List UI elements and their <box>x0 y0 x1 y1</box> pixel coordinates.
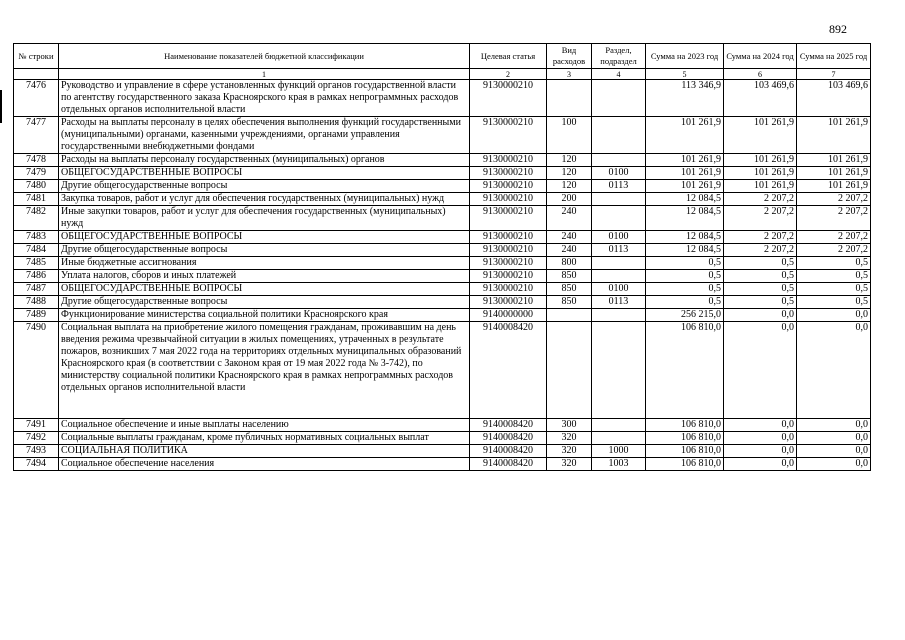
row-name: Расходы на выплаты персоналу государственных (муниципальных) органов <box>59 154 470 167</box>
row-sum-2025: 0,0 <box>797 432 871 445</box>
column-number: 4 <box>592 69 646 80</box>
row-sum-2024: 0,5 <box>724 296 797 309</box>
row-sum-2025: 0,5 <box>797 296 871 309</box>
row-sum-2023: 101 261,9 <box>646 154 724 167</box>
row-target: 9130000210 <box>470 117 547 154</box>
row-section: 0113 <box>592 296 646 309</box>
row-sum-2023: 12 084,5 <box>646 244 724 257</box>
row-section <box>592 419 646 432</box>
row-sum-2024: 0,0 <box>724 309 797 322</box>
row-target: 9130000210 <box>470 154 547 167</box>
table-row <box>14 231 871 244</box>
row-name: ОБЩЕГОСУДАРСТВЕННЫЕ ВОПРОСЫ <box>59 167 470 180</box>
row-expense-type: 850 <box>547 283 592 296</box>
row-number: 7480 <box>14 180 59 193</box>
row-name: Социальные выплаты гражданам, кроме публичных нормативных социальных выплат <box>59 432 470 445</box>
row-section: 0100 <box>592 167 646 180</box>
row-sum-2025: 2 207,2 <box>797 244 871 257</box>
row-section: 0113 <box>592 244 646 257</box>
row-sum-2023: 12 084,5 <box>646 206 724 231</box>
table-row <box>14 432 871 445</box>
row-sum-2024: 101 261,9 <box>724 117 797 154</box>
table-header <box>14 44 871 80</box>
row-target: 9140008420 <box>470 458 547 471</box>
row-sum-2023: 12 084,5 <box>646 231 724 244</box>
row-expense-type: 850 <box>547 296 592 309</box>
row-sum-2023: 0,5 <box>646 296 724 309</box>
column-number: 1 <box>59 69 470 80</box>
row-sum-2024: 0,0 <box>724 445 797 458</box>
row-section <box>592 322 646 419</box>
row-sum-2024: 2 207,2 <box>724 193 797 206</box>
row-name: Другие общегосударственные вопросы <box>59 180 470 193</box>
row-target: 9130000210 <box>470 206 547 231</box>
row-sum-2023: 113 346,9 <box>646 80 724 117</box>
row-target: 9140008420 <box>470 322 547 419</box>
row-name: ОБЩЕГОСУДАРСТВЕННЫЕ ВОПРОСЫ <box>59 231 470 244</box>
row-name: Социальная выплата на приобретение жилого помещения гражданам, проживавшим на день введения режима чрезвычайной ситуации в жилых помещениях, утраченных в результате пожаров, возникших 7 мая 2022 года на территориях отдельных муниципальных образований Красноярского края (в соответствии с Законом края от 19 мая 2022 года № 3-742), по министерству социальной политики Красноярского края в рамках непрограммных расходов отдельных органов исполнительной власти <box>59 322 470 419</box>
row-sum-2023: 12 084,5 <box>646 193 724 206</box>
row-name: СОЦИАЛЬНАЯ ПОЛИТИКА <box>59 445 470 458</box>
table-row <box>14 283 871 296</box>
row-sum-2023: 101 261,9 <box>646 180 724 193</box>
row-section <box>592 270 646 283</box>
budget-table <box>13 43 871 471</box>
row-expense-type: 240 <box>547 206 592 231</box>
table-row <box>14 206 871 231</box>
row-section: 1003 <box>592 458 646 471</box>
header-section: Раздел, подраздел <box>592 44 646 69</box>
row-sum-2025: 0,0 <box>797 458 871 471</box>
row-name: Закупка товаров, работ и услуг для обеспечения государственных (муниципальных) нужд <box>59 193 470 206</box>
row-expense-type <box>547 322 592 419</box>
table-row <box>14 257 871 270</box>
row-sum-2023: 106 810,0 <box>646 458 724 471</box>
table-row <box>14 296 871 309</box>
table-row <box>14 322 871 419</box>
row-number: 7479 <box>14 167 59 180</box>
row-expense-type: 320 <box>547 458 592 471</box>
row-sum-2023: 106 810,0 <box>646 322 724 419</box>
row-sum-2025: 103 469,6 <box>797 80 871 117</box>
row-number: 7481 <box>14 193 59 206</box>
row-number: 7484 <box>14 244 59 257</box>
row-expense-type: 120 <box>547 154 592 167</box>
row-sum-2023: 106 810,0 <box>646 432 724 445</box>
row-section: 0100 <box>592 231 646 244</box>
row-number: 7486 <box>14 270 59 283</box>
row-sum-2025: 101 261,9 <box>797 117 871 154</box>
row-expense-type: 240 <box>547 231 592 244</box>
row-number: 7493 <box>14 445 59 458</box>
row-name: Функционирование министерства социальной политики Красноярского края <box>59 309 470 322</box>
row-section <box>592 206 646 231</box>
row-target: 9140008420 <box>470 419 547 432</box>
column-number: 3 <box>547 69 592 80</box>
column-number: 5 <box>646 69 724 80</box>
row-name: ОБЩЕГОСУДАРСТВЕННЫЕ ВОПРОСЫ <box>59 283 470 296</box>
row-sum-2024: 0,5 <box>724 283 797 296</box>
header-target: Целевая статья <box>470 44 547 69</box>
table-row <box>14 154 871 167</box>
row-sum-2024: 101 261,9 <box>724 167 797 180</box>
row-sum-2024: 0,0 <box>724 458 797 471</box>
row-number: 7489 <box>14 309 59 322</box>
row-target: 9130000210 <box>470 180 547 193</box>
row-sum-2025: 0,0 <box>797 419 871 432</box>
table-row <box>14 270 871 283</box>
row-sum-2025: 101 261,9 <box>797 167 871 180</box>
row-target: 9130000210 <box>470 270 547 283</box>
table-row <box>14 309 871 322</box>
row-sum-2025: 0,5 <box>797 270 871 283</box>
row-section: 0113 <box>592 180 646 193</box>
column-number-row <box>14 69 871 80</box>
table-row <box>14 117 871 154</box>
row-sum-2024: 2 207,2 <box>724 231 797 244</box>
row-expense-type: 200 <box>547 193 592 206</box>
row-number: 7491 <box>14 419 59 432</box>
header-expense-type: Вид расходов <box>547 44 592 69</box>
row-name: Другие общегосударственные вопросы <box>59 296 470 309</box>
row-sum-2025: 2 207,2 <box>797 231 871 244</box>
row-name: Социальное обеспечение населения <box>59 458 470 471</box>
row-target: 9140008420 <box>470 445 547 458</box>
row-sum-2025: 0,5 <box>797 257 871 270</box>
row-name: Расходы на выплаты персоналу в целях обеспечения выполнения функций государственными (муниципальными) органами, казенными учреждениями, органами управления государственными внебюджетными фондами <box>59 117 470 154</box>
header-sum-2024: Сумма на 2024 год <box>724 44 797 69</box>
row-sum-2023: 101 261,9 <box>646 117 724 154</box>
row-sum-2024: 101 261,9 <box>724 154 797 167</box>
row-expense-type: 320 <box>547 445 592 458</box>
row-number: 7483 <box>14 231 59 244</box>
row-number: 7490 <box>14 322 59 419</box>
row-name: Иные бюджетные ассигнования <box>59 257 470 270</box>
row-sum-2024: 0,0 <box>724 322 797 419</box>
row-name: Иные закупки товаров, работ и услуг для обеспечения государственных (муниципальных) нужд <box>59 206 470 231</box>
row-sum-2025: 0,0 <box>797 445 871 458</box>
column-number: 6 <box>724 69 797 80</box>
row-expense-type <box>547 80 592 117</box>
row-expense-type: 800 <box>547 257 592 270</box>
row-sum-2023: 106 810,0 <box>646 445 724 458</box>
row-sum-2024: 0,0 <box>724 432 797 445</box>
row-sum-2025: 2 207,2 <box>797 206 871 231</box>
row-sum-2025: 0,0 <box>797 309 871 322</box>
table-row <box>14 167 871 180</box>
row-number: 7478 <box>14 154 59 167</box>
header-sum-2023: Сумма на 2023 год <box>646 44 724 69</box>
header-sum-2025: Сумма на 2025 год <box>797 44 871 69</box>
column-number <box>14 69 59 80</box>
row-section: 1000 <box>592 445 646 458</box>
row-name: Руководство и управление в сфере установленных функций органов государственной власти по агентству государственного заказа Красноярского края в рамках непрограммных расходов отдельных органов исполнительной власти <box>59 80 470 117</box>
row-name: Уплата налогов, сборов и иных платежей <box>59 270 470 283</box>
row-target: 9130000210 <box>470 244 547 257</box>
row-name: Социальное обеспечение и иные выплаты населению <box>59 419 470 432</box>
row-target: 9140000000 <box>470 309 547 322</box>
row-number: 7476 <box>14 80 59 117</box>
row-section <box>592 80 646 117</box>
row-target: 9130000210 <box>470 283 547 296</box>
row-expense-type: 240 <box>547 244 592 257</box>
row-sum-2024: 101 261,9 <box>724 180 797 193</box>
margin-mark <box>0 90 2 123</box>
column-number: 2 <box>470 69 547 80</box>
row-target: 9130000210 <box>470 257 547 270</box>
row-target: 9140008420 <box>470 432 547 445</box>
row-section <box>592 432 646 445</box>
row-section <box>592 309 646 322</box>
row-section: 0100 <box>592 283 646 296</box>
row-section <box>592 154 646 167</box>
row-target: 9130000210 <box>470 167 547 180</box>
table-row <box>14 180 871 193</box>
row-sum-2025: 101 261,9 <box>797 180 871 193</box>
row-number: 7482 <box>14 206 59 231</box>
row-number: 7492 <box>14 432 59 445</box>
table-body <box>14 80 871 471</box>
column-number: 7 <box>797 69 871 80</box>
row-expense-type <box>547 309 592 322</box>
row-sum-2023: 0,5 <box>646 283 724 296</box>
table-row <box>14 458 871 471</box>
row-sum-2025: 0,0 <box>797 322 871 419</box>
header-row-no: № строки <box>14 44 59 69</box>
row-target: 9130000210 <box>470 231 547 244</box>
header-name: Наименование показателей бюджетной классификации <box>59 44 470 69</box>
table-row <box>14 244 871 257</box>
row-sum-2023: 0,5 <box>646 270 724 283</box>
row-sum-2024: 0,0 <box>724 419 797 432</box>
row-sum-2024: 2 207,2 <box>724 206 797 231</box>
row-sum-2023: 101 261,9 <box>646 167 724 180</box>
table-row <box>14 445 871 458</box>
row-sum-2025: 0,5 <box>797 283 871 296</box>
row-number: 7477 <box>14 117 59 154</box>
row-target: 9130000210 <box>470 193 547 206</box>
row-expense-type: 300 <box>547 419 592 432</box>
row-target: 9130000210 <box>470 296 547 309</box>
row-name: Другие общегосударственные вопросы <box>59 244 470 257</box>
row-expense-type: 320 <box>547 432 592 445</box>
row-number: 7487 <box>14 283 59 296</box>
row-number: 7494 <box>14 458 59 471</box>
row-sum-2024: 103 469,6 <box>724 80 797 117</box>
row-number: 7488 <box>14 296 59 309</box>
row-sum-2025: 101 261,9 <box>797 154 871 167</box>
row-expense-type: 100 <box>547 117 592 154</box>
row-target: 9130000210 <box>470 80 547 117</box>
row-sum-2024: 0,5 <box>724 257 797 270</box>
row-sum-2024: 0,5 <box>724 270 797 283</box>
row-section <box>592 257 646 270</box>
row-expense-type: 850 <box>547 270 592 283</box>
row-sum-2023: 106 810,0 <box>646 419 724 432</box>
row-section <box>592 117 646 154</box>
row-expense-type: 120 <box>547 180 592 193</box>
row-section <box>592 193 646 206</box>
page-number: 892 <box>829 22 847 36</box>
table-row <box>14 80 871 117</box>
row-sum-2025: 2 207,2 <box>797 193 871 206</box>
row-sum-2023: 256 215,0 <box>646 309 724 322</box>
table-row <box>14 193 871 206</box>
row-sum-2023: 0,5 <box>646 257 724 270</box>
row-sum-2024: 2 207,2 <box>724 244 797 257</box>
table-row <box>14 419 871 432</box>
row-expense-type: 120 <box>547 167 592 180</box>
row-number: 7485 <box>14 257 59 270</box>
